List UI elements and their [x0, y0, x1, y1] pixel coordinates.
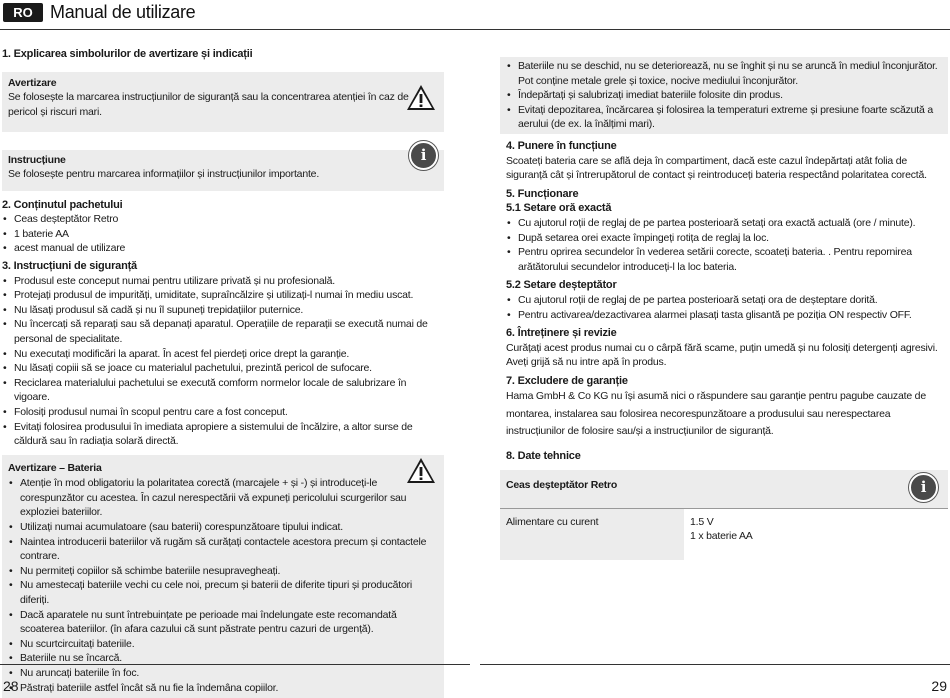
list-item: • Utilizați numai acumulatoare (sau baterii) corespunzătoare tipului indicat. [8, 520, 438, 535]
section-5-2-title: 5.2 Setare deșteptător [506, 279, 617, 292]
warning-legend-title: Avertizare [8, 76, 57, 89]
warning-legend-box [2, 72, 444, 132]
footer-divider-right [480, 664, 950, 665]
list-item: • Folosiți produsul numai în scopul pentru care a fost conceput. [2, 405, 444, 420]
list-item: • Dacă aparatele nu sunt întrebuințate pe perioade mai îndelungate este recomandată scoaterea bateriilor. (în afara cazului că sunt păstrate pentru cazuri de urgență). [8, 608, 438, 637]
section-7-title: 7. Excludere de garanție [506, 374, 628, 387]
safety-instructions-list [2, 274, 444, 449]
page-number-left: 28 [3, 678, 19, 694]
list-item: • Evitați depozitarea, încărcarea și folosirea la temperaturi extreme și presiune foarte scăzută a aerului (de ex. la înălțimi mari). [506, 103, 942, 132]
list-item: • Protejați produsul de impurități, umiditate, supraîncălzire și utilizați-l numai în mediu uscat. [2, 288, 444, 303]
technical-data-header [500, 470, 948, 509]
section-6-text: Curățați acest produs numai cu o cârpă fără scame, puțin umedă și nu folosiți detergenți agresivi. Aveți grijă să nu intre apă în produs. [506, 341, 938, 369]
battery-type-value: 1 x baterie AA [690, 530, 753, 543]
section-6-title: 6. Întreținere și revizie [506, 327, 617, 340]
time-setting-list [506, 216, 948, 274]
section-8-title: 8. Date tehnice [506, 449, 581, 462]
warning-triangle-icon [406, 84, 436, 111]
info-icon: i [909, 473, 938, 502]
list-item: • Nu executați modificări la aparat. În acest fel pierdeți orice drept la garanție. [2, 347, 444, 362]
warning-legend-text: Se folosește la marcarea instrucțiunilor de siguranță sau la concentrarea atenției în caz de pericol și riscuri mari. [8, 91, 409, 118]
list-item: • Nu scurtcircuitați bateriile. [8, 637, 438, 652]
list-item: • Bateriile nu se încarcă. [8, 651, 438, 666]
list-item: • Păstrați bateriile astfel încât să nu fie la îndemâna copiilor. [8, 681, 438, 696]
language-badge: RO [3, 3, 43, 22]
list-item: • Cu ajutorul roții de reglaj de pe partea posterioară setați ora de deșteptare dorită. [506, 293, 948, 308]
alarm-setting-list [506, 293, 948, 322]
list-item: • Îndepărtați și salubrizați imediat bateriile folosite din produs. [506, 88, 942, 103]
list-item: • Nu permiteți copiilor să schimbe bateriile nesupravegheați. [8, 564, 438, 579]
technical-data-table [500, 470, 948, 560]
section-4-title: 4. Punere în funcțiune [506, 139, 617, 152]
package-contents-list [2, 212, 444, 256]
voltage-value: 1.5 V [690, 515, 714, 528]
technical-data-label [500, 508, 684, 560]
section-4-text: Scoateți bateria care se află deja în compartiment, dacă este cazul îndepărtați atât folia de siguranță cât și întrerupătorul de contact și reintroduceți bateria respectând polaritatea corectă. [506, 154, 927, 182]
list-item: • Atenție în mod obligatoriu la polaritatea corectă (marcajele + și -) și introduceți-le corespunzător cu acestea. În cazul nerespectării vă expuneți pericolului scurgerilor sau exploziei bateriilor. [8, 476, 438, 520]
section-2-title: 2. Conținutul pachetului [2, 198, 123, 211]
list-item: • Nu încercați să reparați sau să depanați aparatul. Operațiile de reparații se execută numai de personal de specialitate. [2, 317, 444, 346]
list-item: • Evitați folosirea produsului în imediata apropiere a sistemului de încălzire, a altor surse de căldură sau în radiația solară directă. [2, 420, 444, 449]
technical-data-product: Ceas deșteptător Retro [506, 478, 618, 491]
list-item: • Reciclarea materialului pachetului se execută comform normelor locale de salubrizare în vigoare. [2, 376, 444, 405]
footer-divider-left [0, 664, 470, 665]
list-item: • Pentru oprirea secundelor în vederea setării corecte, scoateți bateria. . Pentru repornirea arătătorului secundelor introduceți-l la loc bateria. [506, 245, 948, 274]
header-divider [0, 29, 950, 30]
section-7-text: Hama GmbH & Co KG nu își asumă nici o răspundere sau garanție pentru pagube cauzate de montarea, instalarea sau folosirea necorespunzătoare a produsului sau nerespectarea instrucțiunilor de folosire sau/și a instrucțiunilor de siguranță. [506, 390, 926, 438]
table-row [500, 508, 948, 560]
list-item: • Naintea introducerii bateriilor vă rugăm să curățați contactele acestora precum și contactele contrare. [8, 535, 438, 564]
left-column [2, 47, 444, 698]
list-item: • 1 baterie AA [2, 227, 444, 242]
section-5-1-title: 5.1 Setare oră exactă [506, 202, 612, 215]
instruction-legend-title: Instrucțiune [8, 153, 66, 166]
list-item: • După setarea orei exacte împingeți rotița de reglaj la loc. [506, 231, 948, 246]
list-item: • Nu aruncați bateriile în foc. [8, 666, 438, 681]
battery-warning-list [8, 476, 438, 695]
battery-warning-box [2, 455, 444, 698]
document-title: Manual de utilizare [50, 2, 196, 22]
info-icon: i [409, 141, 438, 170]
technical-data-value [684, 508, 948, 560]
list-item: • Cu ajutorul roții de reglaj de pe partea posterioară setați ora exactă actuală (ore / minute). [506, 216, 948, 231]
section-1-title: 1. Explicarea simbolurilor de avertizare și indicații [2, 48, 253, 60]
list-item: • Pentru activarea/dezactivarea alarmei plasați tasta glisantă pe poziția ON respectiv OFF. [506, 308, 948, 323]
list-item: • Ceas deșteptător Retro [2, 212, 444, 227]
instruction-legend-box [2, 145, 444, 191]
list-item: • Nu lăsați copiii să se joace cu materialul pachetului, prezintă pericol de sufocare. [2, 361, 444, 376]
page-number-right: 29 [931, 678, 947, 694]
battery-warning-title: Avertizare – Bateria [8, 461, 102, 474]
list-item: • Produsul este conceput numai pentru utilizare privată și nu profesională. [2, 274, 444, 289]
list-item: • Bateriile nu se deschid, nu se deteriorează, nu se înghit și nu se aruncă în mediul înconjurător. Pot conține metale grele și toxice, nocive mediului înconjurător. [506, 59, 942, 88]
battery-warning-continued-box [500, 57, 948, 134]
section-5-title: 5. Funcționare [506, 187, 579, 200]
power-supply-label: Alimentare cu curent [506, 515, 599, 528]
list-item: • acest manual de utilizare [2, 241, 444, 256]
battery-warning-continued-list [506, 59, 942, 132]
section-3-title: 3. Instrucțiuni de siguranță [2, 259, 137, 272]
instruction-legend-text: Se folosește pentru marcarea informațiilor și instrucțiunilor importante. [8, 168, 320, 181]
list-item: • Nu amestecați bateriile vechi cu cele noi, precum și baterii de diferite tipuri și producători diferiți. [8, 578, 438, 607]
list-item: • Nu lăsați produsul să cadă și nu îl supuneți trepidațiilor puternice. [2, 303, 444, 318]
right-column [506, 57, 948, 560]
